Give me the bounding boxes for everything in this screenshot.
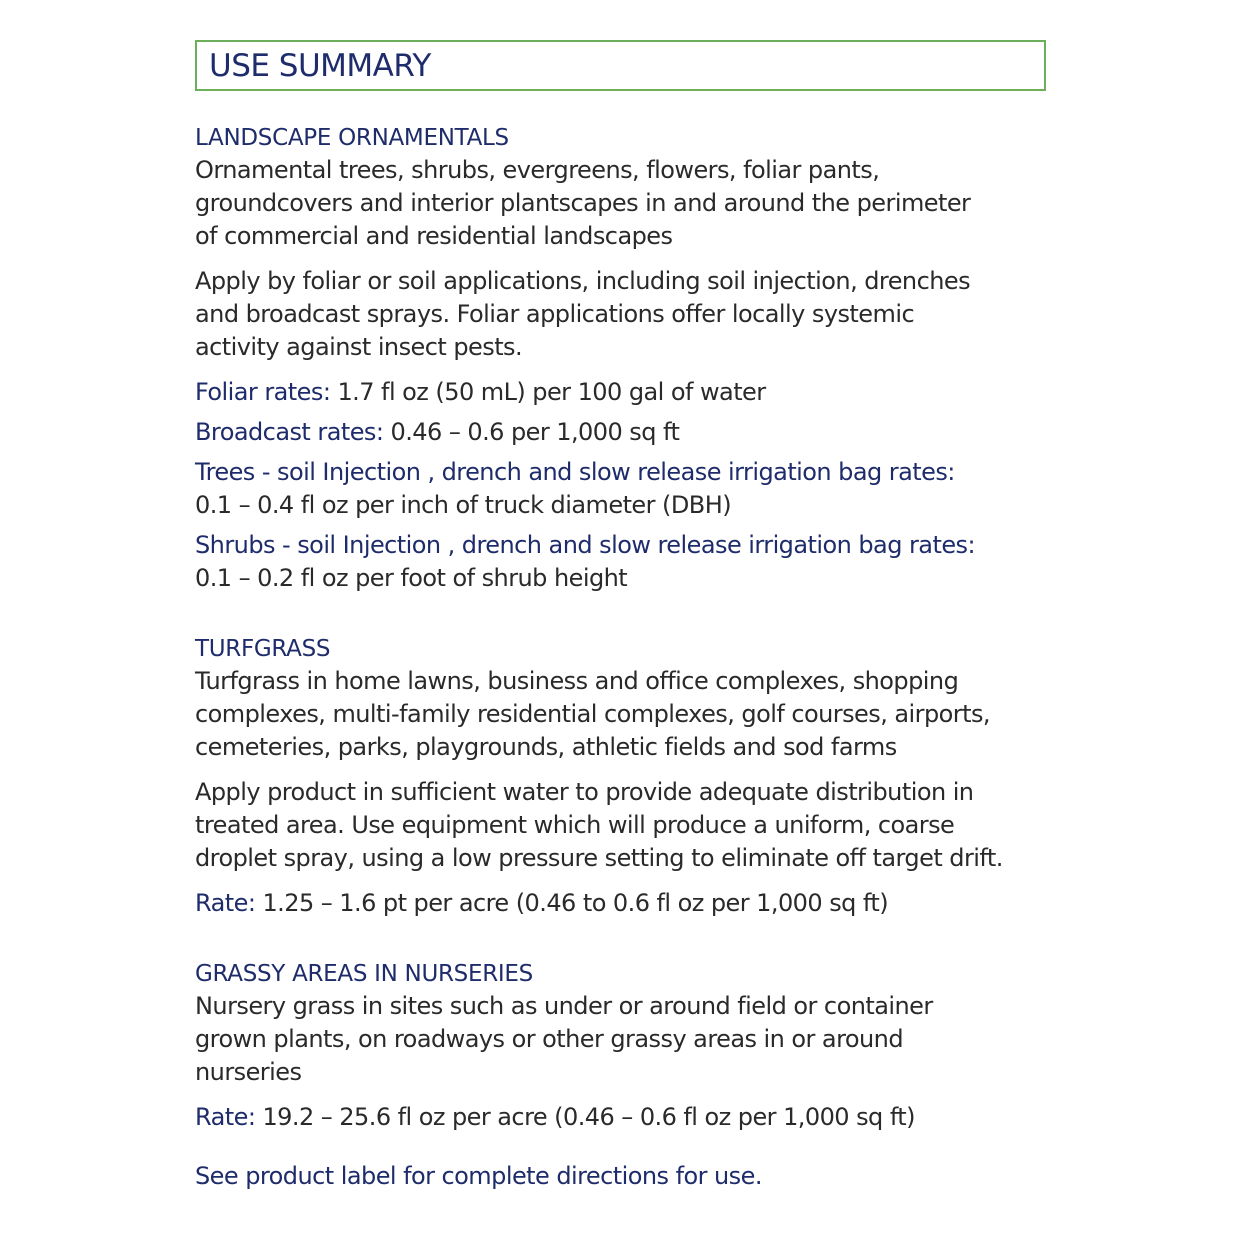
nursery-rate-value: 19.2 – 25.6 fl oz per acre (0.46 – 0.6 fl oz per 1,000 sq ft) xyxy=(255,1103,915,1131)
foliar-rate-label: Foliar rates: xyxy=(195,378,331,406)
trees-rate-value: 0.1 – 0.4 fl oz per inch of truck diameter (DBH) xyxy=(195,491,732,519)
apply-line: activity against insect pests. xyxy=(195,333,523,361)
desc-line: Nursery grass in sites such as under or around field or container xyxy=(195,992,933,1020)
trees-rate-label: Trees - soil Injection , drench and slow release irrigation bag rates: xyxy=(195,458,955,486)
apply-line: droplet spray, using a low pressure setting to eliminate off target drift. xyxy=(195,844,1003,872)
nursery-rate xyxy=(195,1101,1055,1134)
desc-line: of commercial and residential landscapes xyxy=(195,222,673,250)
section-nurseries xyxy=(195,958,1055,1134)
shrubs-rate-value: 0.1 – 0.2 fl oz per foot of shrub height xyxy=(195,564,628,592)
page-title: USE SUMMARY xyxy=(209,47,431,84)
title-box xyxy=(195,40,1046,91)
desc-line: Turfgrass in home lawns, business and office complexes, shopping xyxy=(195,667,959,695)
broadcast-rate-value: 0.46 – 0.6 per 1,000 sq ft xyxy=(383,418,680,446)
section-turfgrass xyxy=(195,633,1055,920)
foliar-rate xyxy=(195,376,1055,409)
apply-line: treated area. Use equipment which will produce a uniform, coarse xyxy=(195,811,955,839)
footer-note: See product label for complete directions for use. xyxy=(195,1162,762,1190)
foliar-rate-value: 1.7 fl oz (50 mL) per 100 gal of water xyxy=(330,378,766,406)
apply-line: Apply by foliar or soil applications, including soil injection, drenches xyxy=(195,267,971,295)
desc-line: cemeteries, parks, playgrounds, athletic fields and sod farms xyxy=(195,733,897,761)
desc-line: groundcovers and interior plantscapes in and around the perimeter xyxy=(195,189,971,217)
use-summary-page xyxy=(195,40,1055,1193)
desc-line: grown plants, on roadways or other grassy areas in or around xyxy=(195,1025,904,1053)
section-heading-landscape: LANDSCAPE ORNAMENTALS xyxy=(195,125,509,151)
section-heading-nurseries: GRASSY AREAS IN NURSERIES xyxy=(195,961,533,987)
desc-line: complexes, multi-family residential complexes, golf courses, airports, xyxy=(195,700,990,728)
turf-rate xyxy=(195,887,1055,920)
apply-line: Apply product in sufficient water to provide adequate distribution in xyxy=(195,778,974,806)
section-landscape xyxy=(195,122,1055,595)
broadcast-rate-label: Broadcast rates: xyxy=(195,418,384,446)
desc-line: Ornamental trees, shrubs, evergreens, flowers, foliar pants, xyxy=(195,156,880,184)
turf-rate-label: Rate: xyxy=(195,889,256,917)
desc-line: nurseries xyxy=(195,1058,302,1086)
apply-line: and broadcast sprays. Foliar applications offer locally systemic xyxy=(195,300,915,328)
broadcast-rate xyxy=(195,416,1055,449)
shrubs-rate-label: Shrubs - soil Injection , drench and slow release irrigation bag rates: xyxy=(195,531,976,559)
nursery-rate-label: Rate: xyxy=(195,1103,256,1131)
turf-rate-value: 1.25 – 1.6 pt per acre (0.46 to 0.6 fl oz per 1,000 sq ft) xyxy=(255,889,889,917)
section-heading-turfgrass: TURFGRASS xyxy=(195,636,331,662)
